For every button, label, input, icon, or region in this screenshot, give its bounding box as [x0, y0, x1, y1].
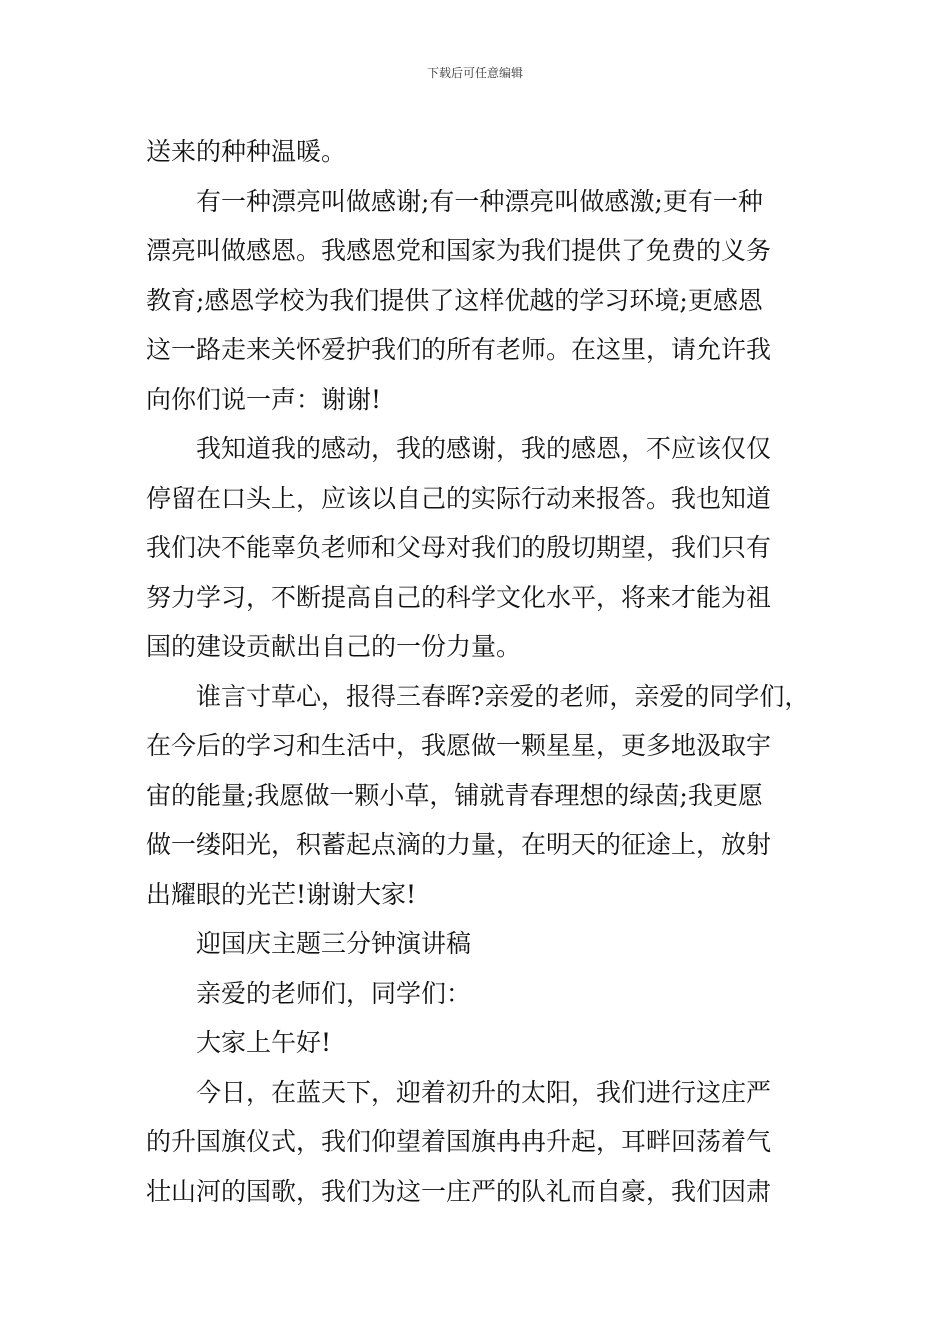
text-line: 谁言寸草心，报得三春晖?亲爱的老师，亲爱的同学们， — [196, 681, 810, 711]
text-line: 做一缕阳光，积蓄起点滴的力量，在明天的征途上，放射 — [146, 830, 772, 859]
page-header: 下载后可任意编辑 — [426, 66, 523, 80]
document-body — [146, 127, 826, 1216]
text-line: 国的建设贡献出自己的一份力量。 — [146, 632, 522, 661]
text-line: 送来的种种温暖。 — [146, 137, 347, 166]
text-line: 壮山河的国歌，我们为这一庄严的队礼而自豪，我们因肃 — [146, 1176, 772, 1206]
text-line: 漂亮叫做感恩。我感恩党和国家为我们提供了免费的义务 — [146, 236, 772, 265]
text-line: 教育;感恩学校为我们提供了这样优越的学习环境;更感恩 — [146, 285, 763, 315]
greeting: 大家上午好! — [196, 1028, 332, 1057]
salutation: 亲爱的老师们，同学们： — [196, 978, 472, 1008]
text-line: 的升国旗仪式，我们仰望着国旗冉冉升起，耳畔回荡着气 — [146, 1127, 772, 1156]
text-line: 今日，在蓝天下，迎着初升的太阳，我们进行这庄严 — [196, 1077, 772, 1107]
section-title: 迎国庆主题三分钟演讲稿 — [196, 929, 472, 958]
text-line: 出耀眼的光芒!谢谢大家! — [146, 879, 417, 909]
text-line: 停留在口头上，应该以自己的实际行动来报答。我也知道 — [146, 483, 772, 513]
text-line: 向你们说一声：谢谢! — [146, 384, 382, 414]
text-line: 努力学习，不断提高自己的科学文化水平，将来才能为祖 — [146, 582, 772, 612]
text-line: 有一种漂亮叫做感谢;有一种漂亮叫做感激;更有一种 — [196, 186, 763, 216]
text-line: 我们决不能辜负老师和父母对我们的殷切期望，我们只有 — [146, 533, 772, 562]
text-line: 宙的能量;我愿做一颗小草，铺就青春理想的绿茵;我更愿 — [146, 780, 763, 810]
text-line: 在今后的学习和生活中，我愿做一颗星星，更多地汲取宇 — [146, 731, 772, 760]
text-line: 这一路走来关怀爱护我们的所有老师。在这里，请允许我 — [146, 335, 772, 364]
text-line: 我知道我的感动，我的感谢，我的感恩，不应该仅仅 — [196, 434, 772, 463]
